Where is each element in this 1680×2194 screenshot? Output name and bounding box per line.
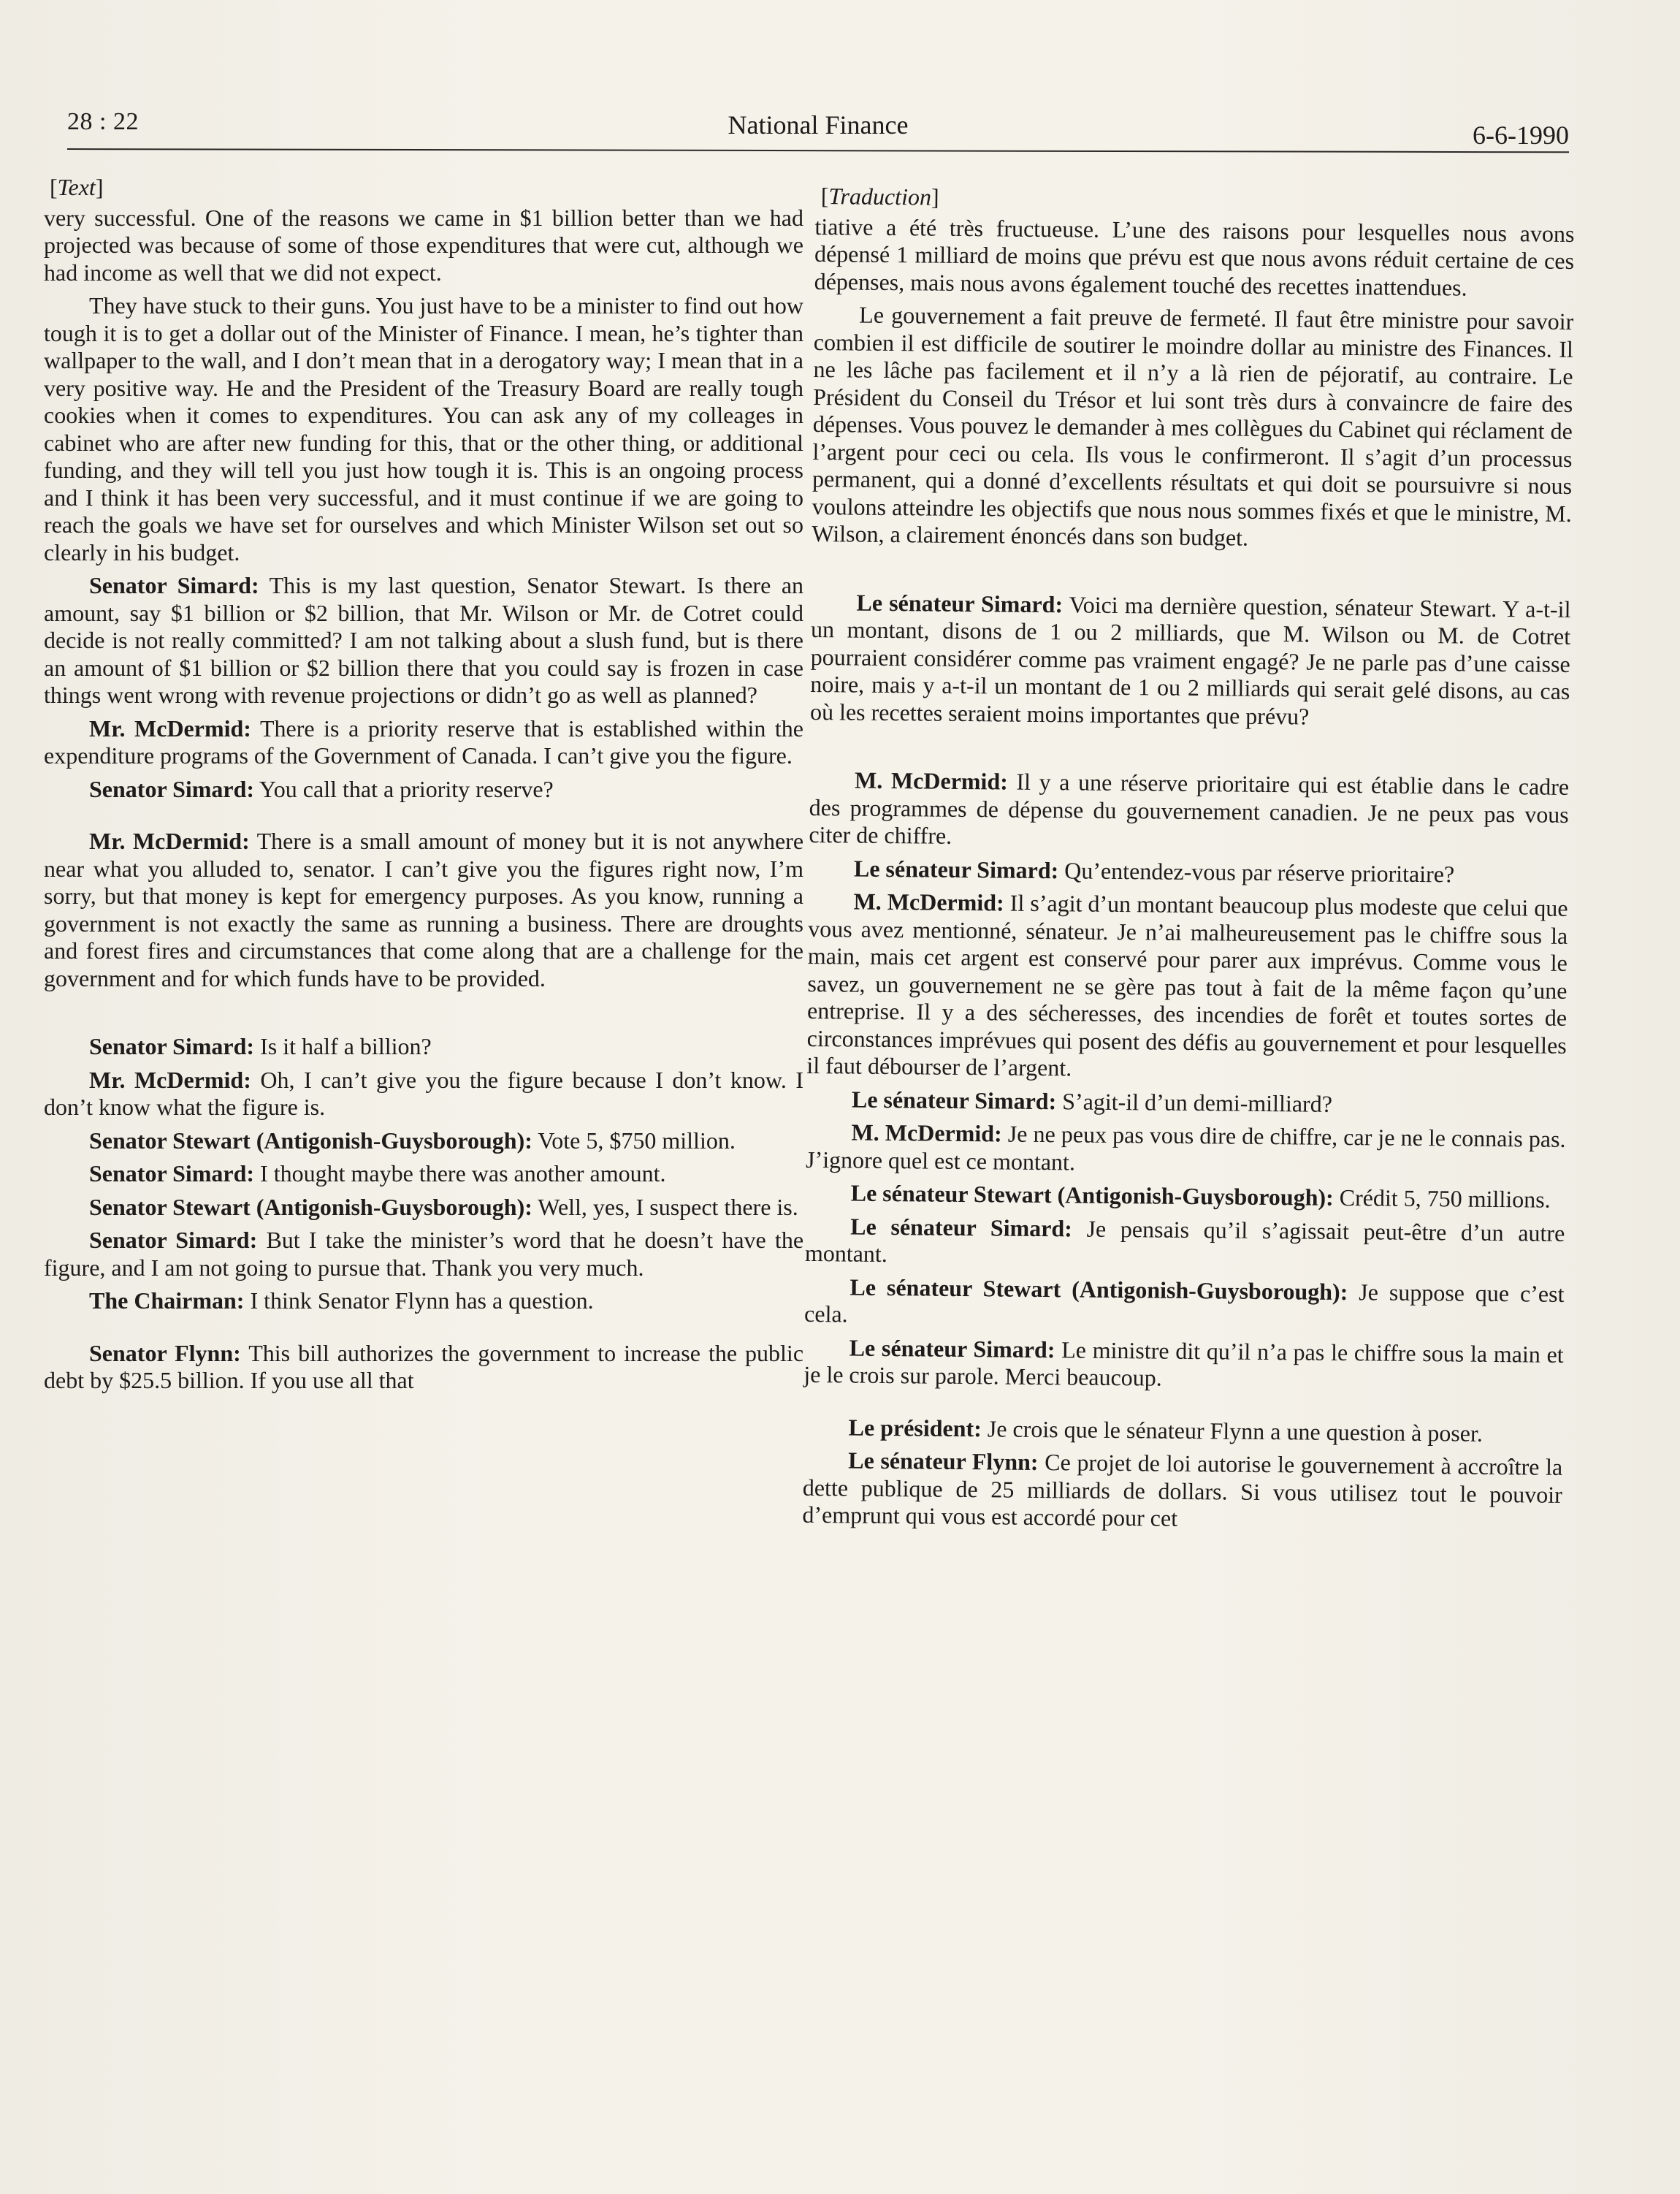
paragraph-text: Qu’entendez-vous par réserve prioritaire? <box>1064 856 1455 887</box>
paragraph <box>803 1333 1564 1395</box>
paragraph <box>806 1119 1566 1181</box>
paragraph-text: Il s’agit d’un montant beaucoup plus modeste que celui que vous avez mentionné, sénateur. Je n’ai malheureusement pas le chiffre sous la main, mais cet argent est conservé pour parer aux imprévus. Comme vous le savez, un gouvernement ne se gère pas tout à fait de la même façon qu’une entreprise. Il y a des sécheresses, des incendies de forêt et toutes sortes de circonstances imprévues qui posent des défis au gouvernement et pour lesquelles il faut débourser de l’argent. <box>806 889 1568 1081</box>
paragraph <box>44 715 803 770</box>
english-column <box>44 174 803 1395</box>
paragraph-text: Voici ma dernière question, sénateur Stewart. Y a-t-il un montant, disons de 1 ou 2 milliards, que M. Wilson ou M. de Cotret pourraient considérer comme pas vraiment engagé? Je ne parle pas d’une caisse noire, mais y a-t-il un montant de 1 ou 2 milliards qui serait gelé disons, au cas où les recettes seraient moins importantes que prévu? <box>809 590 1571 730</box>
paragraph <box>812 301 1573 555</box>
paragraph <box>44 1160 803 1188</box>
speaker-name: Le sénateur Stewart (Antigonish-Guysborough): <box>850 1179 1334 1211</box>
speaker-name: Senator Flynn: <box>89 1339 241 1366</box>
speaker-name: Le sénateur Flynn: <box>848 1447 1039 1476</box>
paragraph <box>44 1194 803 1222</box>
paragraph-text: Well, yes, I suspect there is. <box>538 1193 798 1220</box>
speaker-name: M. McDermid: <box>854 766 1009 795</box>
speaker-name: Le sénateur Simard: <box>849 1334 1055 1363</box>
header-date: 6-6-1990 <box>1473 121 1569 150</box>
column-label-text: Text <box>57 174 96 200</box>
paragraph-text: You call that a priority reserve? <box>259 775 554 802</box>
paragraph <box>809 854 1568 888</box>
paragraph <box>44 1127 803 1155</box>
speaker-name: M. McDermid: <box>851 1119 1002 1147</box>
speaker-name: Le sénateur Simard: <box>856 589 1064 617</box>
paragraph <box>44 1227 803 1281</box>
paragraph <box>44 572 803 709</box>
speaker-name: Senator Simard: <box>89 1227 258 1253</box>
paragraph-text: This is my last question, Senator Stewart. Is there an amount, say $1 billion or $2 billion, that Mr. Wilson or Mr. de Cotret could decide is not really committed? I am not talking about a slush fund, but is there an amount of $1 billion or $2 billion there that you could say is frozen in case things went wrong with revenue projections or didn’t go as well as planned? <box>44 572 804 708</box>
paragraph <box>44 292 803 566</box>
running-title: National Finance <box>728 110 909 140</box>
column-label: [Text] <box>50 174 104 200</box>
column-label-text: Traduction <box>828 183 932 210</box>
paragraph <box>44 205 803 287</box>
french-column <box>802 183 1575 1536</box>
speaker-name: Senator Simard: <box>89 572 259 598</box>
paragraph-text: Je crois que le sénateur Flynn a une question à poser. <box>987 1414 1484 1447</box>
paragraph-text: But I take the minister’s word that he doesn’t have the figure, and I am not going to pursue that. Thank you very much. <box>44 1227 804 1281</box>
speaker-name: The Chairman: <box>89 1287 245 1314</box>
paragraph <box>805 1212 1565 1274</box>
speaker-name: Senator Simard: <box>89 775 255 802</box>
speaker-name: Le sénateur Simard: <box>853 855 1059 883</box>
paragraph-text: I think Senator Flynn has a question. <box>250 1287 594 1314</box>
paragraph-text: tiative a été très fructueuse. L’une des raisons pour lesquelles nous avons dépensé 1 milliard de moins que prévu est que nous avons réduit certaine de ces dépenses, mais nous avons également touché des recettes inattendues. <box>814 213 1575 301</box>
paragraph <box>44 1033 803 1061</box>
paragraph <box>806 1085 1566 1119</box>
paragraph-text: Je suppose que c’est cela. <box>803 1278 1565 1328</box>
paragraph-text: They have stuck to their guns. You just have to be a minister to find out how tough it is to get a dollar out of the Minister of Finance. I mean, he’s tighter than wallpaper to the wall, and I don’t mean that in a derogatory way; I mean that in a very positive way. He and the President of the Treasury Board are really tough cookies when it comes to expenditures. You can ask any of my colleages in cabinet who are after new funding for this, that or the other thing, or additional funding, and they will tell you just how tough it is. This is an ongoing process and I think it has been very successful, and it must continue if we are going to reach the goals we have set for ourselves and which Minister Wilson set out so clearly in his budget. <box>44 292 803 565</box>
speaker-name: Le sénateur Simard: <box>850 1213 1073 1241</box>
speaker-name: Mr. McDermid: <box>89 715 251 742</box>
paragraph <box>806 1179 1565 1214</box>
speaker-name: Le sénateur Stewart (Antigonish-Guysborough): <box>849 1273 1348 1305</box>
paragraph-text: Vote 5, $750 million. <box>538 1127 736 1154</box>
paragraph <box>44 828 803 992</box>
paragraph-text: very successful. One of the reasons we came in $1 billion better than we had projected was because of some of those expenditures that were cut, although we had income as well that we did not expect. <box>44 204 803 286</box>
paragraph <box>44 1340 803 1395</box>
speaker-name: Senator Stewart (Antigonish-Guysborough): <box>89 1193 532 1220</box>
speaker-name: Senator Stewart (Antigonish-Guysborough): <box>89 1127 532 1154</box>
paragraph <box>803 1413 1562 1447</box>
page-header <box>67 102 1569 153</box>
paragraph-text: Le gouvernement a fait preuve de fermeté. Il faut être ministre pour savoir combien il est difficile de soutirer le moindre dollar au ministre des Finances. Il ne les lâche pas facilement et il n’y a là rien de péjoratif, au contraire. Le Président du Conseil du Trésor et lui sont très durs à convaincre de faire des dépenses. Vous pouvez le demander à mes collègues du Cabinet qui réclament de l’argent pour ceci ou cela. Ils vous le confirmeront. Il s’agit d’un processus permanent, qui a donné d’excellents résultats et qui doit se poursuivre si nous voulons atteindre les objectifs que nous nous sommes fixés et que le ministre, M. Wilson, a clairement énoncés dans son budget. <box>812 301 1574 551</box>
paragraph <box>804 1273 1565 1335</box>
speaker-name: Senator Simard: <box>89 1160 255 1186</box>
speaker-name: Mr. McDermid: <box>89 828 250 854</box>
paragraph-text: Ce projet de loi autorise le gouvernement à accroître la dette publique de 25 milliards de dollars. Si vous utilisez tout le pouvoir d’emprunt qui vous est accordé pour cet <box>802 1449 1563 1531</box>
paragraph <box>809 766 1569 856</box>
paragraph <box>802 1447 1562 1536</box>
paragraph <box>44 1067 803 1121</box>
column-label: [Traduction] <box>820 183 939 210</box>
paragraph-text: Oh, I can’t give you the figure because I don’t know. I don’t know what the figure is. <box>44 1066 803 1120</box>
paragraph <box>44 1287 803 1315</box>
paragraph <box>810 588 1571 732</box>
speaker-name: Mr. McDermid: <box>89 1066 251 1093</box>
paragraph-text: Je ne peux pas vous dire de chiffre, car je ne le connais pas. J’ignore quel est ce montant. <box>805 1120 1566 1175</box>
paragraph-text: There is a small amount of money but it is not anywhere near what you alluded to, senator. I can’t give you the figures right now, I’m sorry, but that money is kept for emergency purposes. As you know, running a government is not exactly the same as running a business. There are droughts and forest fires and circumstances that come along that are a challenge for the government and for which funds have to be provided. <box>44 828 804 991</box>
paragraph <box>806 888 1568 1086</box>
speaker-name: Le sénateur Simard: <box>851 1086 1057 1114</box>
paragraph-text: Is it half a billion? <box>260 1033 432 1059</box>
paragraph-text: S’agit-il d’un demi-milliard? <box>1062 1087 1333 1117</box>
speaker-name: Senator Simard: <box>89 1033 255 1059</box>
speaker-name: M. McDermid: <box>853 888 1004 916</box>
paragraph-text: I thought maybe there was another amount. <box>260 1160 666 1186</box>
paragraph-text: Je pensais qu’il s’agissait peut-être d’un autre montant. <box>804 1215 1565 1268</box>
paragraph-text: Il y a une réserve prioritaire qui est établie dans le cadre des programmes de dépense du gouvernement canadien. Je ne peux pas vous citer de chiffre. <box>809 768 1570 849</box>
paragraph-text: This bill authorizes the government to increase the public debt by $25.5 billion. If you use all that <box>44 1339 804 1393</box>
paragraph-text: There is a priority reserve that is established within the expenditure programs of the Government of Canada. I can’t give you the figure. <box>44 715 804 769</box>
paragraph-text: Le ministre dit qu’il n’a pas le chiffre sous la main et je le crois sur parole. Merci beaucoup. <box>803 1336 1564 1391</box>
speaker-name: Le président: <box>848 1414 982 1441</box>
paragraph <box>814 213 1575 302</box>
page-number: 28 : 22 <box>67 108 139 135</box>
paragraph <box>44 776 803 804</box>
paragraph-text: Crédit 5, 750 millions. <box>1339 1184 1551 1213</box>
